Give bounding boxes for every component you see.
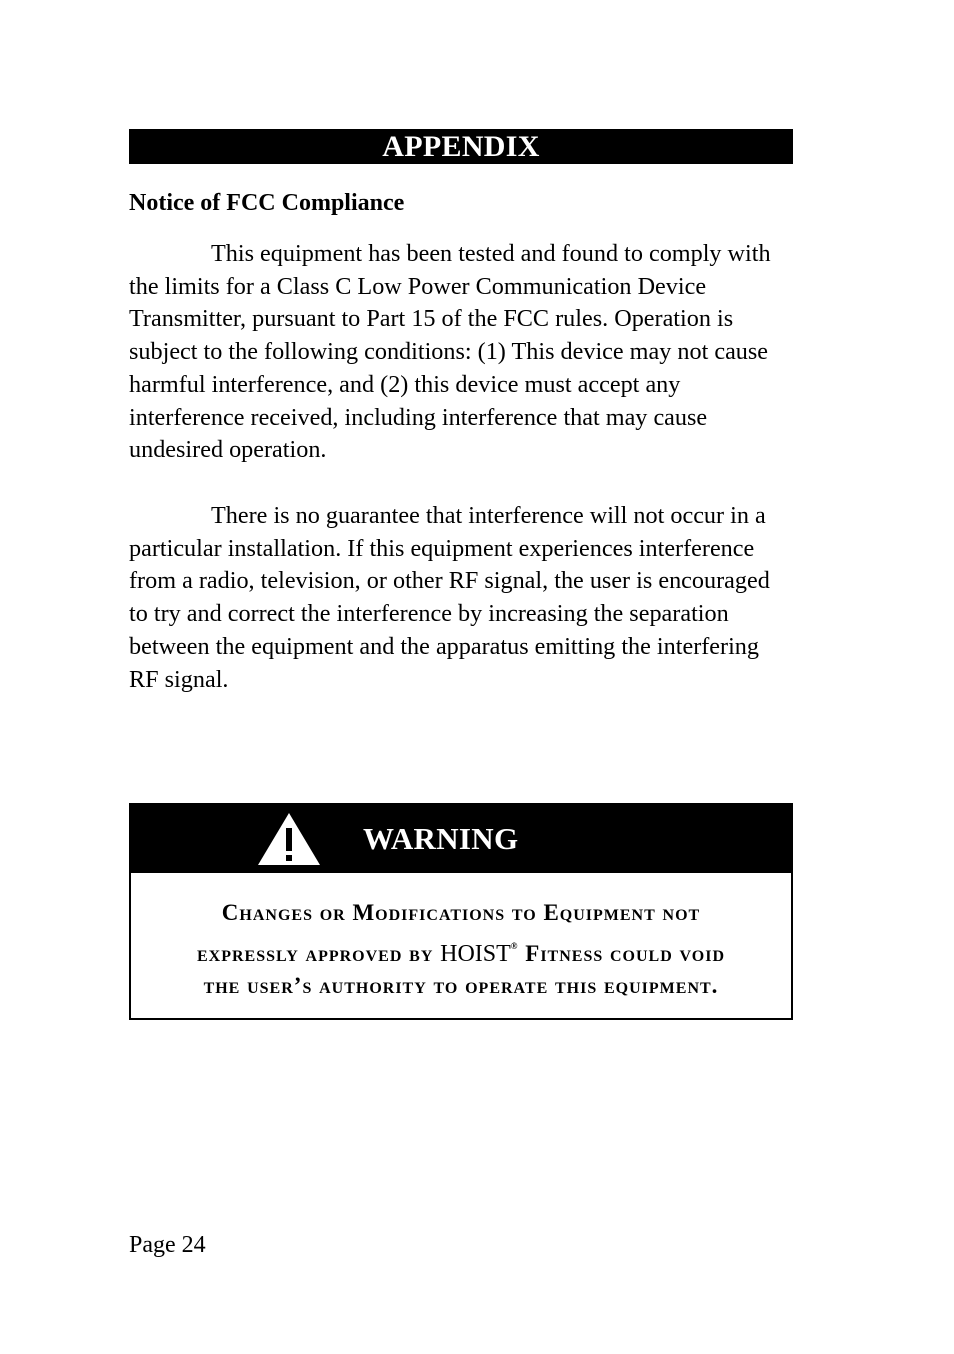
warning-text: [131, 897, 791, 1003]
warning-header: [131, 805, 791, 873]
notice-heading: Notice of FCC Compliance: [129, 190, 405, 216]
warning-title: WARNING: [363, 821, 519, 856]
registered-mark: ®: [510, 940, 519, 951]
warning-line-3: the user’s authority to operate this equipment.: [203, 973, 719, 998]
fcc-compliance-paragraph: This equipment has been tested and found to comply with the limits for a Class C Low Power Communication Device Transmitter, pursuant to Part 15 of the FCC rules. Operation is subject to the following conditions: (1) This device may not cause harmful interference, and (2) this device must accept any interference received, including interference that may cause undesired operation.: [129, 240, 771, 464]
page-number: Page 24: [129, 1232, 206, 1258]
warning-box: [129, 803, 793, 1020]
section-title: APPENDIX: [382, 130, 540, 163]
section-title-bar: [129, 129, 793, 164]
interference-paragraph: There is no guarantee that interference will not occur in a particular installation. If this equipment experiences interference from a radio, television, or other RF signal, the user is encouraged to try and correct the interference by increasing the separation between the equipment and the apparatus emitting the interfering RF signal.: [129, 502, 770, 693]
brand-name: HOIST: [440, 940, 511, 967]
warning-line-2-start: expressly approved by: [196, 940, 441, 966]
warning-triangle-icon: [256, 811, 322, 867]
warning-line-2: [131, 930, 791, 971]
manual-page: [129, 0, 793, 1354]
warning-line-2-end: Fitness could void: [518, 940, 725, 966]
warning-line-1: Changes or Modifications to Equipment not: [221, 900, 701, 925]
